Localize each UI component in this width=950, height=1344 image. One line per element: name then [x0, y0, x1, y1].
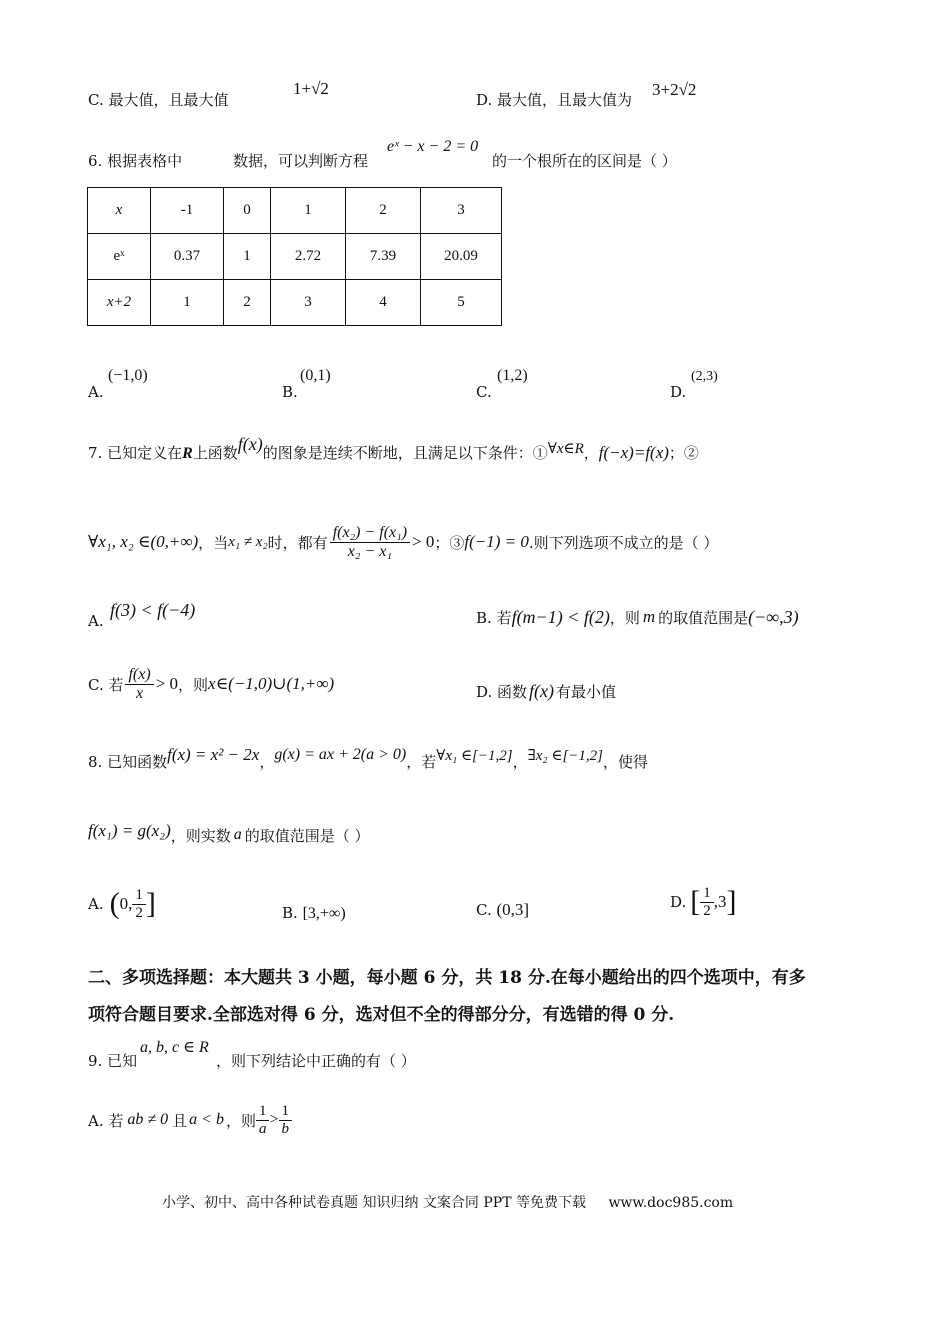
table-cell: 4 — [346, 280, 421, 326]
q9-stem-a: 9. 已知 — [88, 1052, 138, 1070]
q7-line1-c: 的图象是连续不断地，且满足以下条件：① — [262, 444, 548, 462]
q7-option-c-mid: ，则 — [178, 675, 209, 694]
table-row — [88, 188, 502, 234]
q9-option-a-den2: b — [281, 1120, 290, 1137]
table-cell: 1 — [151, 280, 224, 326]
q8-line1-f: f(x) = x² − 2x — [167, 745, 260, 764]
q7-option-d-fx: f(x) — [529, 680, 555, 701]
q6-option-d-math: (2,3) — [691, 369, 718, 384]
q8-option-d-lbracket: [ — [690, 885, 701, 918]
q8-line1 — [88, 744, 648, 778]
q8-option-d-label: D. — [670, 893, 687, 911]
q7-line1-b: 上函数 — [192, 444, 238, 462]
q7-line1-forall: ∀x∈R — [547, 441, 584, 457]
q7-line1-fx: f(x) — [237, 434, 263, 454]
q8-option-a-label: A. — [88, 895, 104, 913]
q6-option-b-math: (0,1) — [300, 367, 331, 384]
table-cell: -1 — [151, 188, 224, 234]
table-cell: 1 — [224, 234, 271, 280]
footer-url[interactable]: www.doc985.com — [608, 1195, 734, 1211]
q9-option-a-then: ，则 — [225, 1111, 256, 1130]
q7-line2-fraction — [330, 524, 410, 561]
table-cell: 20.09 — [421, 234, 502, 280]
q9-option-a-num2: 1 — [279, 1103, 293, 1121]
q5-option-c — [88, 89, 228, 110]
q8-option-a-zero: 0, — [119, 894, 133, 913]
q8-option-d-rbracket: ] — [726, 885, 737, 918]
q8-option-b — [282, 904, 346, 923]
q8-line2 — [88, 818, 370, 852]
q8-option-a-fraction — [132, 887, 146, 922]
q7-option-c-label: C. 若 — [88, 675, 124, 694]
q6-option-c-label: C. — [476, 383, 492, 401]
q9-option-a-cond2: a < b — [189, 1111, 224, 1128]
q6-option-d-label: D. — [670, 383, 687, 401]
table-row — [88, 234, 502, 280]
q7-option-b-mid: ，则 — [609, 608, 640, 627]
q6-stem-a: 6. 根据表格中 — [88, 152, 183, 170]
q8-option-d-three: ,3 — [713, 892, 727, 911]
q8-option-b-label: B. — [282, 904, 298, 922]
q7-line2-f: f(−1) = 0 — [464, 532, 529, 551]
q8-option-c — [476, 900, 529, 920]
table-cell: x+2 — [88, 280, 151, 326]
q8-line2-var: a — [233, 826, 242, 843]
q5-option-d-label: D. 最大值，且最大值为 — [476, 91, 633, 109]
q8-line1-b: ，若 — [406, 752, 437, 771]
table-row — [88, 280, 502, 326]
q7-option-c-den: x — [136, 684, 144, 702]
q7-line2-a: ，当 — [198, 533, 229, 552]
q8-line2-a: ，则实数 — [170, 826, 231, 845]
q9-stem-math: a, b, c ∈ R — [140, 1039, 209, 1056]
q9-option-a-gt: > — [269, 1111, 279, 1128]
q7-option-d — [476, 676, 616, 706]
table-cell: 0.37 — [151, 234, 224, 280]
q9-option-a-frac1 — [256, 1103, 270, 1138]
q7-option-a-math: f(3) < f(−4) — [110, 600, 196, 620]
q5-option-d-math: 3+2√2 — [652, 80, 697, 99]
q7-option-a-label: A. — [88, 612, 104, 630]
q7-option-b-math: f(m−1) < f(2) — [511, 606, 610, 627]
q9-stem-b: ，则下列结论中正确的有（ ） — [216, 1052, 416, 1070]
q8-option-a-den: 2 — [135, 904, 143, 921]
q8-line1-g: g(x) = ax + 2(a > 0) — [274, 746, 407, 763]
q6-stem-b: 数据，可以判断方程 — [233, 152, 369, 170]
q7-option-c — [88, 658, 334, 710]
table-cell: 2 — [224, 280, 271, 326]
table-cell: eˣ — [88, 234, 151, 280]
q7-option-d-label: D. 函数 — [476, 682, 528, 701]
table-cell: 3 — [421, 188, 502, 234]
q6-data-table — [87, 187, 502, 326]
q7-line2-den: x₂ − x₁ — [347, 542, 392, 560]
table-cell: 3 — [271, 280, 346, 326]
q8-line1-c: ， — [512, 752, 528, 771]
q7-option-b-m: m — [642, 607, 656, 626]
q8-line1-a: 8. 已知函数 — [88, 752, 168, 771]
q5-option-c-label: C. 最大值，且最大值 — [88, 91, 229, 109]
q7-line2-num: f(x₂) − f(x₁) — [330, 524, 410, 543]
q6-option-a-label: A. — [88, 383, 104, 401]
q7-line1-even: f(−x)=f(x) — [598, 443, 669, 462]
table-cell: 0 — [224, 188, 271, 234]
q8-option-c-math: (0,3] — [496, 900, 530, 919]
q6-option-c-math: (1,2) — [497, 367, 528, 384]
q8-option-d-fraction — [700, 885, 714, 920]
q8-option-a-lparen: ( — [109, 887, 120, 920]
table-cell: 2 — [346, 188, 421, 234]
q8-line2-eq: f(x₁) = g(x₂) — [88, 821, 171, 840]
q6-equation: eˣ − x − 2 = 0 — [387, 138, 479, 155]
q7-line1-d: ；② — [668, 444, 699, 462]
table-cell: x — [88, 188, 151, 234]
footer — [162, 1192, 733, 1212]
footer-text: 小学、初中、高中各种试卷真题 知识归纳 文案合同 PPT 等免费下载 — [162, 1195, 586, 1211]
q8-option-d-num: 1 — [700, 885, 714, 903]
q7-option-c-fraction — [125, 666, 153, 703]
q7-option-c-set: x∈(−1,0)∪(1,+∞) — [208, 674, 335, 693]
table-cell: 2.72 — [271, 234, 346, 280]
q7-line2 — [88, 513, 718, 571]
q7-line2-forall: ∀x₁, x₂ ∈(0,+∞) — [88, 532, 199, 551]
q8-option-c-label: C. — [476, 901, 492, 919]
q7-option-b-range: (−∞,3) — [748, 606, 799, 627]
section2-heading-line2: 项符合题目要求.全部选对得 6 分，选对但不全的得部分分，有选错的得 0 分. — [88, 1005, 675, 1025]
q7-line1-comma: ， — [583, 444, 599, 462]
q7-option-d-end: 有最小值 — [556, 682, 617, 701]
q8-line1-d: ，使得 — [603, 752, 649, 771]
q7-line2-gt: > 0 — [412, 532, 435, 551]
q7-option-c-num: f(x) — [125, 666, 153, 685]
section2-heading-line1: 二、多项选择题：本大题共 3 小题，每小题 6 分，共 18 分.在每小题给出的四个选项中，有多 — [88, 968, 806, 988]
q5-option-c-math: 1+√2 — [293, 79, 329, 98]
table-cell: 7.39 — [346, 234, 421, 280]
q5-option-d — [476, 89, 632, 110]
q7-option-b — [476, 600, 799, 634]
q8-line1-forall: ∀x₁ ∈[−1,2] — [436, 747, 513, 764]
q7-line2-b: 时，都有 — [267, 533, 328, 552]
q9-option-a — [88, 1096, 292, 1144]
q8-line1-exists: ∃x₂ ∈[−1,2] — [527, 747, 604, 764]
q8-line1-comma: ， — [259, 752, 275, 771]
q7-option-b-label: B. 若 — [476, 608, 512, 627]
q7-option-c-gt: > 0 — [155, 674, 179, 693]
table-cell: 1 — [271, 188, 346, 234]
q8-option-d-den: 2 — [703, 902, 711, 919]
q9-option-a-and: 且 — [172, 1111, 188, 1130]
q7-option-b-end: 的取值范围是 — [658, 608, 749, 627]
q7-line2-c: ；③ — [434, 533, 465, 552]
q6-option-b-label: B. — [282, 383, 298, 401]
q8-option-d — [670, 876, 737, 928]
q8-option-a-num: 1 — [132, 887, 146, 905]
q6-stem-c: 的一个根所在的区间是（ ） — [492, 152, 677, 170]
q8-line2-b: 的取值范围是（ ） — [244, 826, 370, 845]
q7-line1-a: 7. 已知定义在 — [88, 444, 183, 462]
q6-option-a-math: (−1,0) — [108, 367, 148, 384]
q9-option-a-den1: a — [258, 1120, 267, 1137]
q9-option-a-frac2 — [279, 1103, 293, 1138]
table-cell: 5 — [421, 280, 502, 326]
q8-option-b-math: [3,+∞) — [302, 905, 346, 922]
q7-line1-r: R — [182, 445, 193, 462]
q8-option-a-rbracket: ] — [145, 887, 156, 920]
q8-option-a — [88, 878, 156, 930]
q9-option-a-label: A. 若 — [88, 1111, 124, 1130]
q9-option-a-num1: 1 — [256, 1103, 270, 1121]
q7-line2-d: .则下列选项不成立的是（ ） — [528, 533, 719, 552]
q9-option-a-cond1: ab ≠ 0 — [127, 1111, 169, 1128]
q7-line2-neq: x₁ ≠ x₂ — [228, 533, 268, 550]
q7-line1 — [88, 434, 699, 463]
